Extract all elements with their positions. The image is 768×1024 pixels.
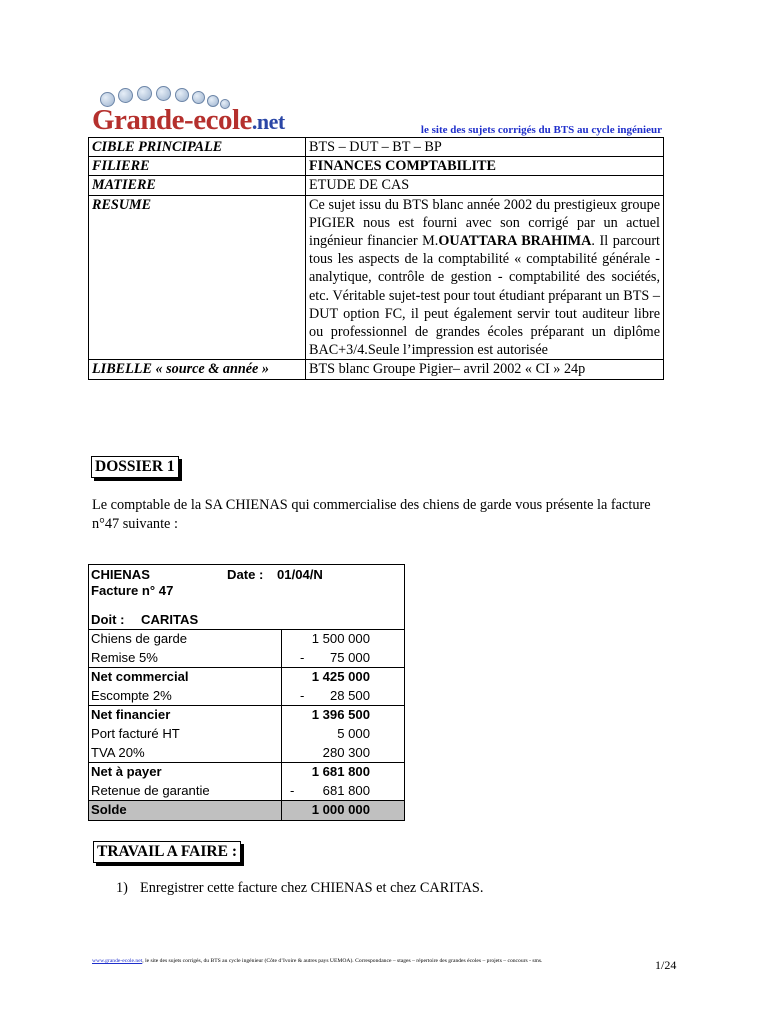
invoice-row-label: TVA 20% <box>89 744 282 763</box>
info-label: MATIERE <box>89 176 306 195</box>
info-value: BTS blanc Groupe Pigier– avril 2002 « CI » 24p <box>306 360 664 379</box>
logo-text-tld: .net <box>251 109 285 134</box>
info-label: FILIERE <box>89 157 306 176</box>
invoice-row <box>89 649 404 668</box>
invoice-row <box>89 687 404 706</box>
resume-text-start: Ce sujet issu du BTS blanc année 2002 du prestigieux groupe PIGIER nous est fourni avec son corrigé par un actuel ingénieur financier M. <box>309 196 660 250</box>
task-item <box>116 880 483 897</box>
info-value: FINANCES COMPTABILITE <box>306 157 664 176</box>
dossier-title: DOSSIER 1 <box>91 456 179 478</box>
invoice-row <box>89 725 404 744</box>
invoice-row-label: Net à payer <box>89 763 282 782</box>
invoice-row <box>89 782 404 801</box>
logo-wordmark <box>92 104 285 137</box>
invoice-doit-value: CARITAS <box>141 612 199 627</box>
page-number: 1/24 <box>655 958 677 972</box>
invoice-row-solde <box>89 800 404 820</box>
info-row-filiere <box>89 157 664 176</box>
logo-text-accent: ecole <box>193 104 252 136</box>
invoice-header <box>89 565 404 630</box>
invoice-row-label: Net commercial <box>89 668 282 687</box>
info-value: BTS – DUT – BT – BP <box>306 138 664 157</box>
travail-title: TRAVAIL A FAIRE : <box>93 841 241 863</box>
resume-author: OUATTARA BRAHIMA <box>438 233 592 250</box>
info-row-cible <box>89 138 664 157</box>
info-label: CIBLE PRINCIPALE <box>89 138 306 157</box>
footer-text: , le site des sujets corrigés, du BTS au cycle ingénieur (Côte d’Ivoire & autres pays UEMOA). Correspondance – stages – répertoire des grandes écoles – projets – concours - sms. <box>142 958 543 964</box>
invoice-row <box>89 630 404 649</box>
info-label: RESUME <box>89 195 306 360</box>
invoice-date-value: 01/04/N <box>277 567 323 582</box>
invoice-row-amount: 681 800 <box>322 782 370 798</box>
site-logo <box>92 82 307 138</box>
invoice-row-label: Remise 5% <box>89 649 282 668</box>
invoice-row-amount: 1 396 500 <box>311 707 370 723</box>
invoice-row-amount: 1 425 000 <box>311 669 370 685</box>
invoice-row-label: Chiens de garde <box>89 630 282 649</box>
invoice-row-minus: - <box>290 782 295 798</box>
task-number: 1) <box>116 880 128 896</box>
resume-text-end: . Il parcourt tous les aspects de la comptabilité « comptabilité générale - analytique, contrôle de gestion - comptabilité des sociétés, etc. Véritable sujet-test pour tout étudiant préparant un BTS – DUT option FC, il peut également servir tout auditeur libre ou professionnel de grandes écoles préparant un diplôme BAC+3/4.Seule l’impression est autorisée <box>309 233 661 359</box>
invoice-row-label: Escompte 2% <box>89 687 282 706</box>
invoice-company: CHIENAS <box>91 567 150 582</box>
invoice-row-label: Retenue de garantie <box>89 782 282 801</box>
document-info-table <box>88 137 664 380</box>
page-footer <box>92 958 542 964</box>
invoice-row-minus: - <box>300 649 305 665</box>
invoice-row-amount: 280 300 <box>322 744 370 760</box>
invoice-row-amount: 28 500 <box>329 687 370 703</box>
info-row-matiere <box>89 176 664 195</box>
invoice-row-label: Solde <box>89 801 282 820</box>
invoice-row-amount: 1 681 800 <box>311 764 370 780</box>
info-row-resume <box>89 195 664 360</box>
info-label: LIBELLE « source & année » <box>89 360 306 379</box>
invoice-row <box>89 667 404 687</box>
dossier-intro: Le comptable de la SA CHIENAS qui commercialise des chiens de garde vous présente la facture n°47 suivante : <box>92 497 651 532</box>
invoice-row-label: Net financier <box>89 706 282 725</box>
invoice-row-amount: 1 500 000 <box>311 631 370 646</box>
logo-text-main: Grande- <box>92 104 194 136</box>
invoice-number: Facture n° 47 <box>91 583 174 598</box>
invoice-row-label: Port facturé HT <box>89 725 282 744</box>
invoice-doit-label: Doit : <box>91 612 125 627</box>
info-value-resume <box>306 195 664 360</box>
invoice-row-minus: - <box>300 687 305 703</box>
invoice-row <box>89 705 404 725</box>
logo-bubbles-icon <box>100 82 240 106</box>
invoice-row <box>89 762 404 782</box>
info-row-libelle <box>89 360 664 379</box>
site-tagline: le site des sujets corrigés du BTS au cycle ingénieur <box>420 124 662 136</box>
invoice-row-amount: 1 000 000 <box>311 802 370 818</box>
invoice-date-label: Date : <box>227 567 264 582</box>
invoice-row-amount: 75 000 <box>329 649 370 665</box>
info-value: ETUDE DE CAS <box>306 176 664 195</box>
footer-link[interactable]: www.grande-ecole.net <box>92 958 143 964</box>
invoice <box>88 564 405 821</box>
invoice-row <box>89 744 404 763</box>
task-text: Enregistrer cette facture chez CHIENAS et chez CARITAS. <box>140 880 484 896</box>
invoice-row-amount: 5 000 <box>337 725 370 741</box>
